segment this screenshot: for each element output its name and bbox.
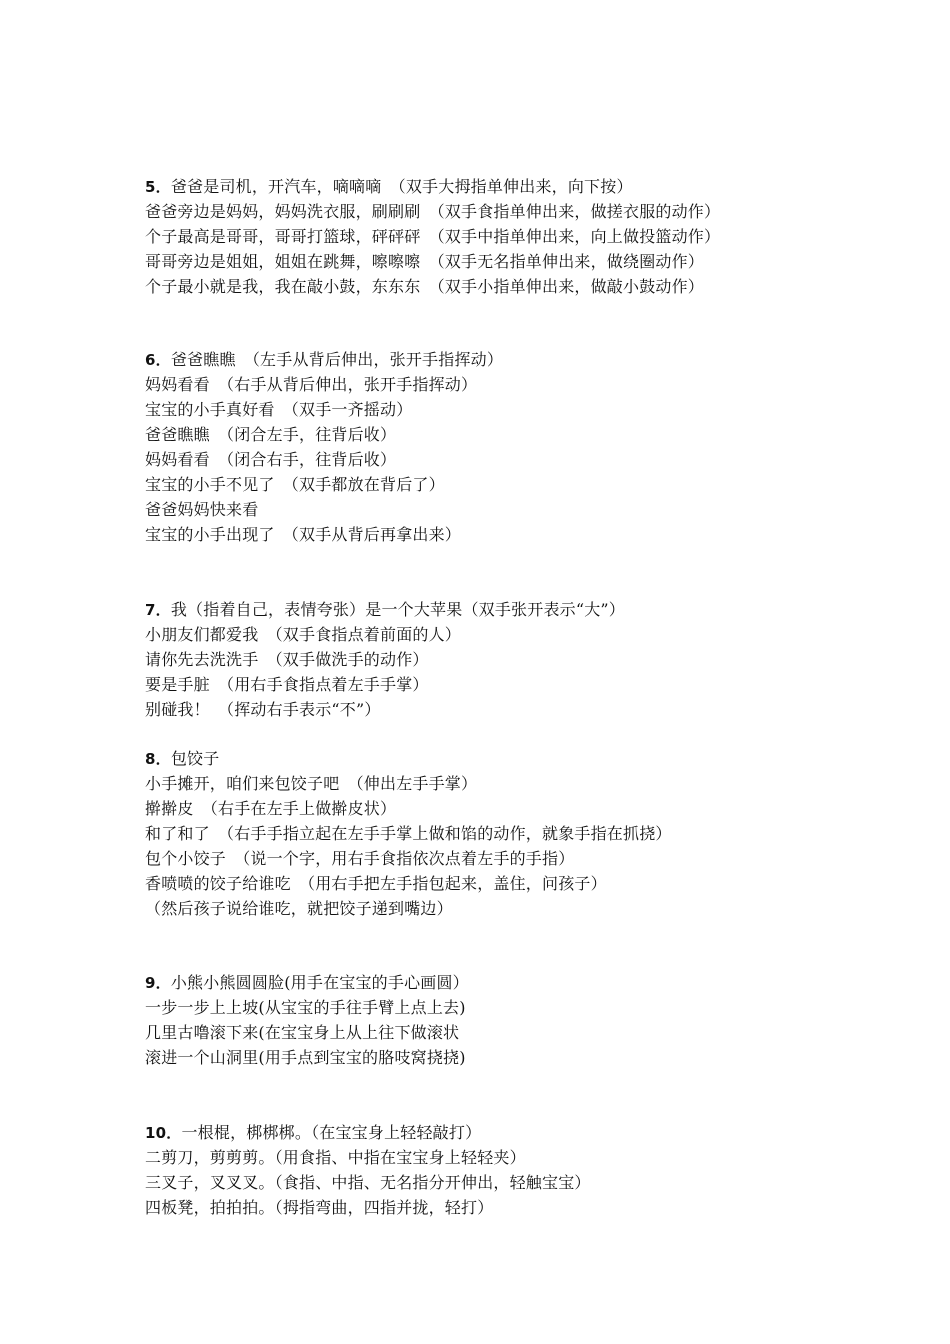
- rhyme-text: 小熊小熊圆圆脸(用手在宝宝的手心画圆）: [170, 973, 469, 992]
- rhyme-line: [145, 347, 905, 372]
- rhyme-text: 我（指着自己，表情夸张）是一个大苹果（双手张开表示“大”）: [170, 600, 626, 619]
- rhyme-line: 几里古噜滚下来(在宝宝身上从上往下做滚状: [145, 1023, 460, 1042]
- rhyme-line: 宝宝的小手出现了 （双手从背后再拿出来）: [145, 525, 462, 544]
- rhyme-number: 9．: [145, 974, 171, 992]
- rhyme-line: 二剪刀，剪剪剪。（用食指、中指在宝宝身上轻轻夹）: [145, 1148, 526, 1167]
- rhyme-text: 包饺子: [170, 749, 220, 768]
- rhyme-line: 宝宝的小手不见了 （双手都放在背后了）: [145, 475, 445, 494]
- rhyme-line: 要是手脏 （用右手食指点着左手手掌）: [145, 675, 429, 694]
- rhyme-line: 和了和了 （右手手指立起在左手手掌上做和馅的动作，就象手指在抓挠）: [145, 824, 672, 843]
- rhyme-line: 小朋友们都爱我 （双手食指点着前面的人）: [145, 625, 462, 644]
- rhyme-line: 滚进一个山洞里(用手点到宝宝的胳吱窝挠挠): [145, 1048, 466, 1067]
- rhyme-line: 妈妈看看 （闭合右手，往背后收）: [145, 450, 397, 469]
- rhyme-number: 10．: [145, 1124, 182, 1142]
- rhyme-line: 香喷喷的饺子给谁吃 （用右手把左手指包起来，盖住，问孩子）: [145, 874, 607, 893]
- rhyme-line: 妈妈看看 （右手从背后伸出，张开手指挥动）: [145, 375, 478, 394]
- rhyme-line: [145, 174, 905, 199]
- rhyme-line: [145, 1120, 905, 1145]
- rhyme-line: 一步一步上上坡(从宝宝的手往手臂上点上去): [145, 998, 466, 1017]
- rhyme-9: [145, 970, 905, 1070]
- rhyme-line: 个子最小就是我，我在敲小鼓，东东东 （双手小指单伸出来，做敲小鼓动作）: [145, 277, 705, 296]
- rhyme-10: [145, 1120, 905, 1220]
- rhyme-line: 爸爸妈妈快来看: [145, 500, 259, 519]
- rhyme-line: 宝宝的小手真好看 （双手一齐摇动）: [145, 400, 413, 419]
- rhyme-line: 小手摊开，咱们来包饺子吧 （伸出左手手掌）: [145, 774, 478, 793]
- rhyme-8: [145, 746, 905, 921]
- rhyme-6: [145, 347, 905, 547]
- rhyme-line: 别碰我！ （挥动右手表示“不”）: [145, 700, 381, 719]
- rhyme-number: 8．: [145, 750, 171, 768]
- rhyme-line: [145, 746, 905, 771]
- rhyme-line: [145, 597, 905, 622]
- rhyme-number: 5．: [145, 178, 171, 196]
- rhyme-line: 擀擀皮 （右手在左手上做擀皮状）: [145, 799, 397, 818]
- rhyme-7: [145, 597, 905, 722]
- rhyme-number: 6．: [145, 351, 171, 369]
- rhyme-text: 爸爸瞧瞧 （左手从背后伸出，张开手指挥动）: [170, 350, 504, 369]
- rhyme-number: 7．: [145, 601, 171, 619]
- rhyme-line: 哥哥旁边是姐姐，姐姐在跳舞，嚓嚓嚓 （双手无名指单伸出来，做绕圈动作）: [145, 252, 705, 271]
- rhyme-line: 包个小饺子 （说一个字，用右手食指依次点着左手的手指）: [145, 849, 575, 868]
- rhyme-text: 爸爸是司机，开汽车，嘀嘀嘀 （双手大拇指单伸出来，向下按）: [170, 177, 633, 196]
- rhyme-line: 三叉子，叉叉叉。（食指、中指、无名指分开伸出，轻触宝宝）: [145, 1173, 591, 1192]
- rhyme-line: 请你先去洗洗手 （双手做洗手的动作）: [145, 650, 429, 669]
- rhyme-line: 爸爸旁边是妈妈，妈妈洗衣服，刷刷刷 （双手食指单伸出来，做搓衣服的动作）: [145, 202, 721, 221]
- rhyme-line: [145, 970, 905, 995]
- rhyme-5: [145, 174, 905, 299]
- rhyme-line: 个子最高是哥哥，哥哥打篮球，砰砰砰 （双手中指单伸出来，向上做投篮动作）: [145, 227, 721, 246]
- rhyme-text: 一根棍，梆梆梆。（在宝宝身上轻轻敲打）: [181, 1123, 482, 1142]
- rhyme-line: 四板凳，拍拍拍。（拇指弯曲，四指并拢，轻打）: [145, 1198, 494, 1217]
- rhyme-line: 爸爸瞧瞧 （闭合左手，往背后收）: [145, 425, 397, 444]
- rhyme-line: （然后孩子说给谁吃，就把饺子递到嘴边）: [145, 899, 453, 918]
